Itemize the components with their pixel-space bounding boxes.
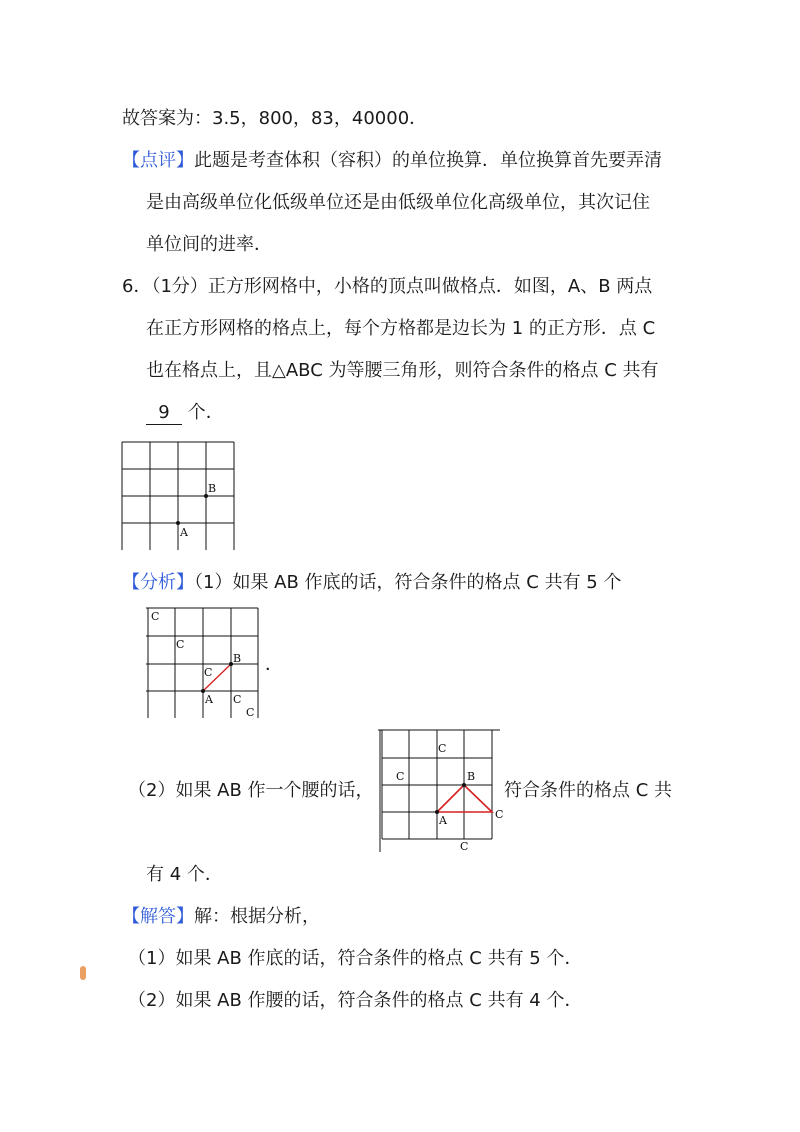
label-c-5: C xyxy=(246,706,255,719)
point-b xyxy=(462,783,466,787)
analysis-part-2-line-2: 有 4 个． xyxy=(146,864,223,885)
label-a: A xyxy=(180,526,188,539)
question-line-4 xyxy=(146,400,224,426)
question-line-3: 也在格点上，且△ABC 为等腰三角形，则符合条件的格点 C 共有 xyxy=(146,360,659,381)
figure-3-grid xyxy=(376,722,504,854)
label-a: A xyxy=(439,814,447,827)
analysis-line-1 xyxy=(122,570,621,596)
question-line-1: 6．（1分）正方形网格中，小格的顶点叫做格点．如图，A、B 两点 xyxy=(122,276,653,297)
comment-text-1: 此题是考查体积（容积）的单位换算．单位换算首先要弄清 xyxy=(194,150,662,171)
label-b: B xyxy=(208,482,217,495)
label-c-2: C xyxy=(176,638,185,651)
comment-line-1 xyxy=(122,148,662,174)
question-line-2: 在正方形网格的格点上，每个方格都是边长为 1 的正方形．点 C xyxy=(146,318,656,339)
label-c-1: C xyxy=(151,610,160,623)
analysis-part-2-head: （2）如果 AB 作一个腰的话， xyxy=(128,780,374,801)
answer-blank: 9 xyxy=(146,402,182,425)
label-c-2: C xyxy=(396,770,405,783)
comment-line-2: 是由高级单位化低级单位还是由低级单位化高级单位，其次记住 xyxy=(146,192,650,213)
label-a: A xyxy=(205,693,213,706)
answer-line: 故答案为：3.5，800，83，40000． xyxy=(122,108,428,129)
question-line-4-tail: 个． xyxy=(187,402,224,423)
label-c-1: C xyxy=(438,742,447,755)
figure-1-grid xyxy=(118,438,240,554)
solution-tag: 【解答】 xyxy=(122,906,194,927)
label-c-3: C xyxy=(495,808,504,821)
label-c-4: C xyxy=(460,840,469,853)
margin-mark xyxy=(80,966,86,980)
solution-head: 解：根据分析， xyxy=(194,906,320,927)
figure-2-grid xyxy=(142,602,266,722)
comment-tag: 【点评】 xyxy=(122,150,194,171)
analysis-part-2-tail: 符合条件的格点 C 共 xyxy=(504,780,673,801)
analysis-tag: 【分析】 xyxy=(122,572,194,593)
solution-head-line xyxy=(122,904,320,930)
point-a xyxy=(176,521,180,525)
label-c-3: C xyxy=(204,666,213,679)
solution-line-2: （2）如果 AB 作腰的话，符合条件的格点 C 共有 4 个． xyxy=(128,990,583,1011)
figure-2-tail: ． xyxy=(265,654,283,675)
comment-line-3: 单位间的进率． xyxy=(146,234,272,255)
analysis-part-1: （1）如果 AB 作底的话，符合条件的格点 C 共有 5 个 xyxy=(194,572,622,593)
solution-line-1: （1）如果 AB 作底的话，符合条件的格点 C 共有 5 个． xyxy=(128,948,583,969)
label-b: B xyxy=(233,652,242,665)
label-c-4: C xyxy=(233,693,242,706)
label-b: B xyxy=(467,770,476,783)
